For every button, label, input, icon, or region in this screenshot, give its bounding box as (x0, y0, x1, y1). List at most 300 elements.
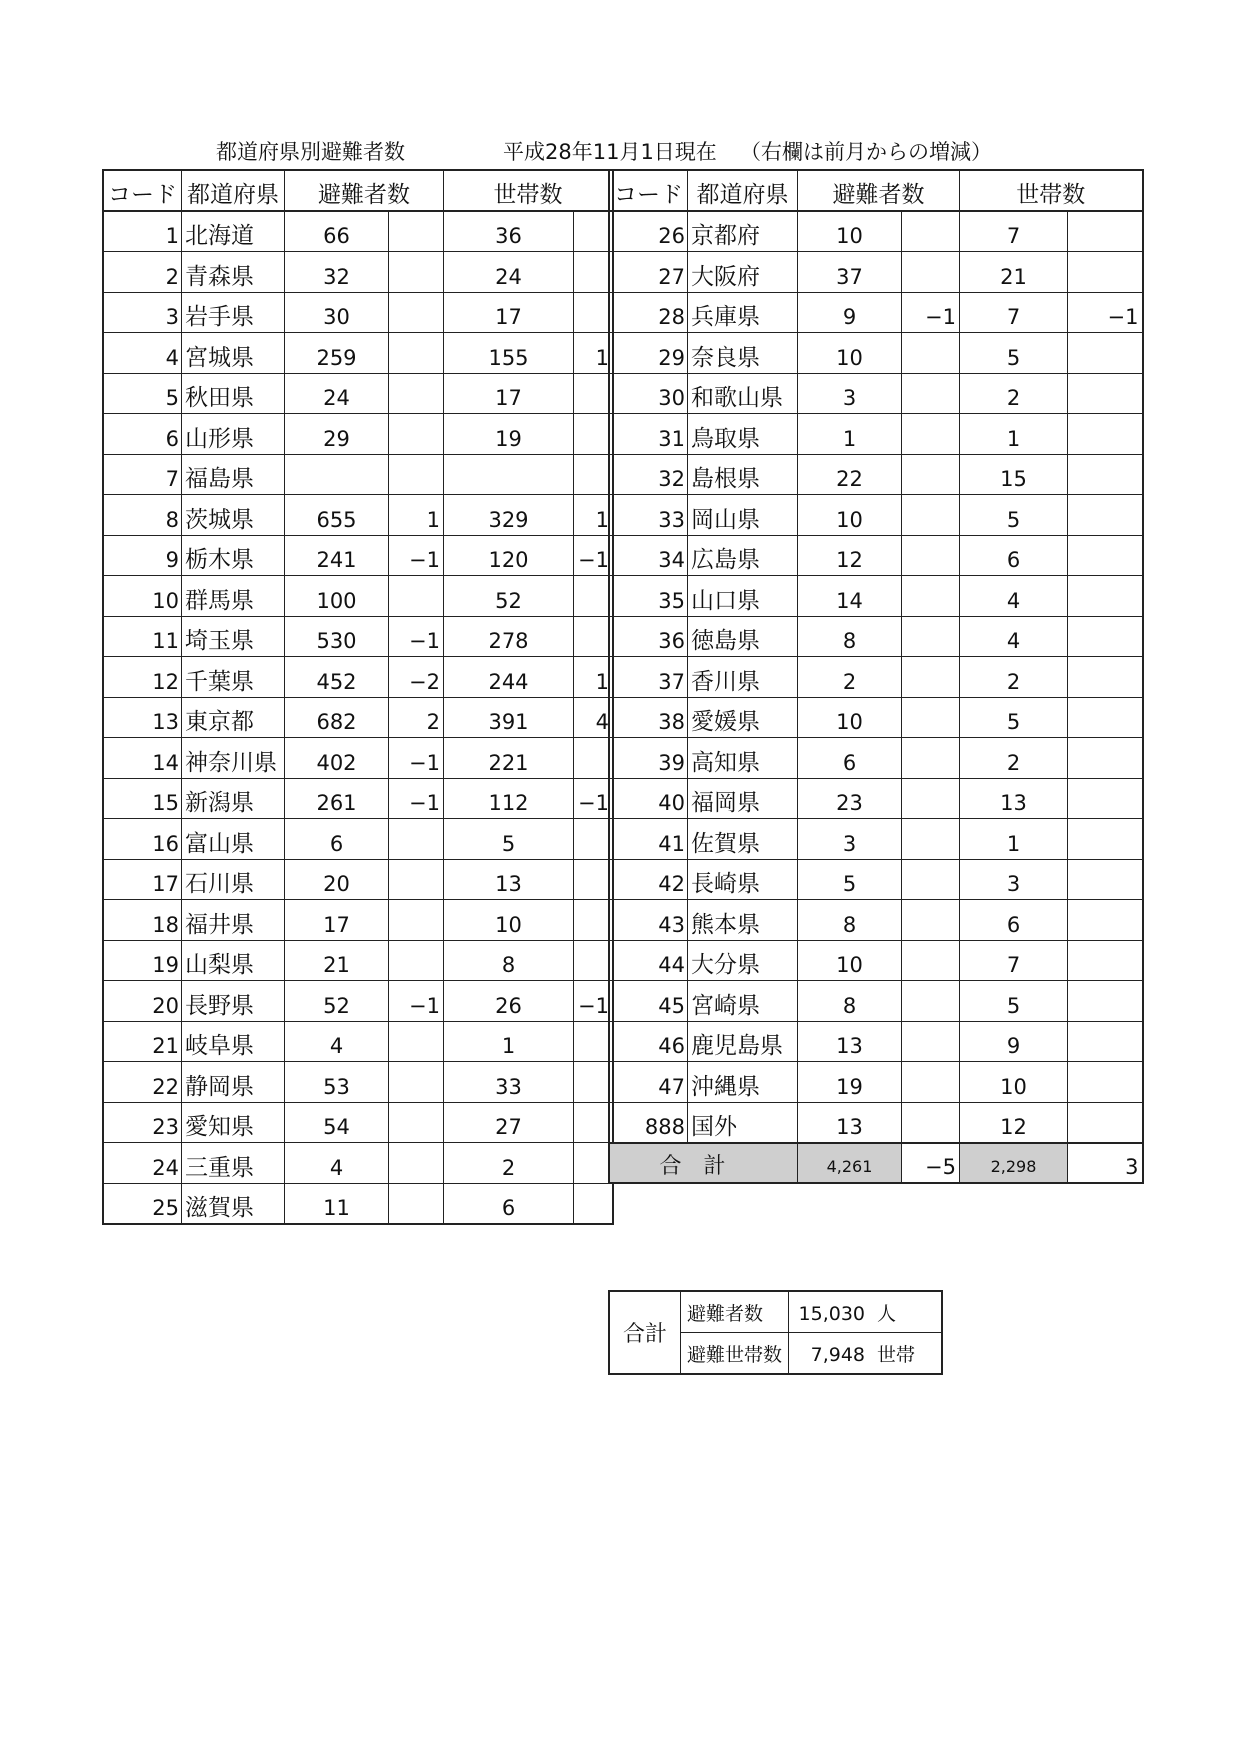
evacuee-count: 52 (285, 981, 389, 1022)
prefecture-code: 6 (103, 414, 182, 455)
evacuee-change (902, 738, 960, 779)
household-change (1068, 495, 1143, 536)
prefecture-name: 山形県 (182, 414, 285, 455)
prefecture-code: 4 (103, 333, 182, 374)
total-household-change: 3 (1068, 1143, 1143, 1184)
prefecture-code: 47 (609, 1062, 688, 1103)
household-count: 6 (960, 535, 1068, 576)
table-row (103, 616, 613, 657)
evacuee-count: 5 (798, 859, 902, 900)
prefecture-code: 9 (103, 535, 182, 576)
header-code: コード (103, 170, 182, 211)
header-evacuees: 避難者数 (798, 170, 960, 211)
prefecture-code: 21 (103, 1021, 182, 1062)
evacuee-change (902, 414, 960, 455)
prefecture-name: 島根県 (688, 454, 798, 495)
household-count: 9 (960, 1021, 1068, 1062)
evacuee-count: 19 (798, 1062, 902, 1103)
prefecture-name: 石川県 (182, 859, 285, 900)
household-count: 8 (444, 940, 574, 981)
household-count: 278 (444, 616, 574, 657)
prefecture-code: 45 (609, 981, 688, 1022)
evacuee-count: 30 (285, 292, 389, 333)
prefecture-code: 20 (103, 981, 182, 1022)
evacuee-change (389, 1021, 444, 1062)
evacuee-count: 10 (798, 495, 902, 536)
household-count: 391 (444, 697, 574, 738)
evacuee-change (902, 1062, 960, 1103)
evacuee-change: −1 (389, 616, 444, 657)
household-change (1068, 211, 1143, 252)
household-change: −1 (574, 535, 613, 576)
household-change (1068, 981, 1143, 1022)
household-count: 329 (444, 495, 574, 536)
prefecture-name: 愛媛県 (688, 697, 798, 738)
table-row (609, 333, 1143, 374)
table-row (103, 697, 613, 738)
table-row (103, 1062, 613, 1103)
prefecture-code: 17 (103, 859, 182, 900)
table-row (609, 252, 1143, 293)
prefecture-name: 秋田県 (182, 373, 285, 414)
table-header-row (609, 170, 1143, 211)
prefecture-name: 大分県 (688, 940, 798, 981)
household-count: 7 (960, 292, 1068, 333)
evacuee-count: 682 (285, 697, 389, 738)
evacuee-change (389, 373, 444, 414)
prefecture-code: 37 (609, 657, 688, 698)
evacuee-change: −1 (389, 778, 444, 819)
household-count: 7 (960, 940, 1068, 981)
evacuee-count: 6 (798, 738, 902, 779)
total-evacuee-count: 4,261 (798, 1143, 902, 1184)
household-count: 19 (444, 414, 574, 455)
household-count: 5 (960, 495, 1068, 536)
prefecture-name: 徳島県 (688, 616, 798, 657)
evacuee-change (902, 657, 960, 698)
evacuee-count: 530 (285, 616, 389, 657)
prefecture-code: 34 (609, 535, 688, 576)
evacuee-change (902, 819, 960, 860)
prefecture-name: 和歌山県 (688, 373, 798, 414)
evacuee-count: 22 (798, 454, 902, 495)
household-count: 244 (444, 657, 574, 698)
household-count: 155 (444, 333, 574, 374)
evacuee-change: 1 (389, 495, 444, 536)
evacuee-count: 3 (798, 373, 902, 414)
table-row (609, 859, 1143, 900)
summary-households-value: 7,948 (810, 1343, 866, 1366)
household-change (1068, 616, 1143, 657)
table-row (103, 252, 613, 293)
evacuee-count: 37 (798, 252, 902, 293)
right-prefecture-table (608, 169, 1144, 1184)
household-change (1068, 373, 1143, 414)
prefecture-name: 茨城県 (182, 495, 285, 536)
household-change: 4 (574, 697, 613, 738)
table-row (103, 1183, 613, 1224)
household-count: 1 (960, 414, 1068, 455)
report-title: 都道府県別避難者数 (216, 140, 405, 164)
household-count: 5 (960, 333, 1068, 374)
prefecture-name: 新潟県 (182, 778, 285, 819)
header-prefecture: 都道府県 (688, 170, 798, 211)
prefecture-name: 長野県 (182, 981, 285, 1022)
prefecture-name: 香川県 (688, 657, 798, 698)
prefecture-name: 静岡県 (182, 1062, 285, 1103)
prefecture-code: 31 (609, 414, 688, 455)
household-count: 5 (444, 819, 574, 860)
household-count: 13 (444, 859, 574, 900)
evacuee-change (902, 697, 960, 738)
household-change: 1 (574, 333, 613, 374)
table-row (609, 940, 1143, 981)
table-row (609, 778, 1143, 819)
header-households: 世帯数 (444, 170, 613, 211)
prefecture-code: 23 (103, 1102, 182, 1143)
header-code: コード (609, 170, 688, 211)
household-count: 120 (444, 535, 574, 576)
evacuee-count: 29 (285, 414, 389, 455)
table-row (103, 495, 613, 536)
household-change: 1 (574, 657, 613, 698)
evacuee-count: 6 (285, 819, 389, 860)
table-row (609, 697, 1143, 738)
evacuee-change (902, 900, 960, 941)
prefecture-code: 35 (609, 576, 688, 617)
prefecture-name: 沖縄県 (688, 1062, 798, 1103)
evacuee-change: −1 (389, 981, 444, 1022)
prefecture-name: 佐賀県 (688, 819, 798, 860)
header-prefecture: 都道府県 (182, 170, 285, 211)
prefecture-name: 山梨県 (182, 940, 285, 981)
evacuee-change (389, 576, 444, 617)
summary-table (608, 1290, 943, 1375)
table-row (609, 454, 1143, 495)
evacuee-count: 8 (798, 616, 902, 657)
household-count: 4 (960, 616, 1068, 657)
evacuee-count: 100 (285, 576, 389, 617)
evacuee-count: 3 (798, 819, 902, 860)
evacuee-count: 23 (798, 778, 902, 819)
household-count: 3 (960, 859, 1068, 900)
household-change: 1 (574, 495, 613, 536)
report-note: （右欄は前月からの増減） (740, 140, 992, 164)
evacuee-change (389, 292, 444, 333)
prefecture-code: 27 (609, 252, 688, 293)
evacuee-count: 9 (798, 292, 902, 333)
total-label: 合計 (609, 1143, 798, 1184)
prefecture-code: 41 (609, 819, 688, 860)
summary-households-cell (789, 1333, 943, 1375)
evacuee-change (389, 252, 444, 293)
prefecture-code: 28 (609, 292, 688, 333)
evacuee-change (902, 495, 960, 536)
summary-label: 合計 (609, 1291, 681, 1374)
household-change (1068, 1021, 1143, 1062)
household-count: 2 (960, 373, 1068, 414)
prefecture-code: 18 (103, 900, 182, 941)
evacuee-change (902, 252, 960, 293)
evacuee-change (902, 859, 960, 900)
evacuee-count: 2 (798, 657, 902, 698)
table-row (609, 981, 1143, 1022)
table-row (103, 373, 613, 414)
household-change (1068, 333, 1143, 374)
evacuee-count: 8 (798, 981, 902, 1022)
table-row (103, 738, 613, 779)
summary-evacuees-unit: 人 (877, 1302, 897, 1325)
prefecture-code: 33 (609, 495, 688, 536)
table-row (609, 576, 1143, 617)
prefecture-name: 福井県 (182, 900, 285, 941)
evacuee-change: −1 (902, 292, 960, 333)
table-row (103, 1021, 613, 1062)
table-row (609, 535, 1143, 576)
household-change (1068, 1102, 1143, 1143)
evacuee-count: 452 (285, 657, 389, 698)
household-count: 10 (444, 900, 574, 941)
summary-households-label: 避難世帯数 (681, 1333, 789, 1375)
household-count: 2 (960, 738, 1068, 779)
table-row (609, 1062, 1143, 1103)
evacuee-change (902, 373, 960, 414)
evacuee-change (389, 1102, 444, 1143)
prefecture-code: 26 (609, 211, 688, 252)
evacuee-count: 54 (285, 1102, 389, 1143)
summary-evacuees-cell (789, 1291, 943, 1333)
total-row (609, 1143, 1143, 1184)
prefecture-name: 福島県 (182, 454, 285, 495)
evacuee-change: 2 (389, 697, 444, 738)
header-evacuees: 避難者数 (285, 170, 444, 211)
prefecture-name: 福岡県 (688, 778, 798, 819)
household-count: 52 (444, 576, 574, 617)
prefecture-code: 38 (609, 697, 688, 738)
evacuee-count: 241 (285, 535, 389, 576)
summary-evacuees-label: 避難者数 (681, 1291, 789, 1333)
household-change (1068, 738, 1143, 779)
evacuee-count: 13 (798, 1021, 902, 1062)
household-count: 5 (960, 981, 1068, 1022)
prefecture-name: 三重県 (182, 1143, 285, 1184)
household-count (444, 454, 574, 495)
household-count: 17 (444, 373, 574, 414)
prefecture-name: 滋賀県 (182, 1183, 285, 1224)
total-household-count: 2,298 (960, 1143, 1068, 1184)
prefecture-name: 兵庫県 (688, 292, 798, 333)
header-households: 世帯数 (960, 170, 1143, 211)
household-change (1068, 414, 1143, 455)
evacuee-change (902, 778, 960, 819)
table-row (609, 414, 1143, 455)
prefecture-code: 36 (609, 616, 688, 657)
prefecture-code: 7 (103, 454, 182, 495)
prefecture-code: 5 (103, 373, 182, 414)
evacuee-count: 10 (798, 211, 902, 252)
table-row (103, 778, 613, 819)
prefecture-code: 42 (609, 859, 688, 900)
household-change (1068, 657, 1143, 698)
table-row (609, 1102, 1143, 1143)
prefecture-code: 40 (609, 778, 688, 819)
table-row (103, 576, 613, 617)
prefecture-code: 15 (103, 778, 182, 819)
evacuee-change: −2 (389, 657, 444, 698)
evacuee-count: 32 (285, 252, 389, 293)
report-date: 平成28年11月1日現在 (503, 140, 717, 164)
evacuee-change (902, 981, 960, 1022)
prefecture-name: 東京都 (182, 697, 285, 738)
evacuee-change (902, 616, 960, 657)
prefecture-code: 24 (103, 1143, 182, 1184)
prefecture-name: 青森県 (182, 252, 285, 293)
prefecture-name: 高知県 (688, 738, 798, 779)
household-change (1068, 778, 1143, 819)
table-row (609, 373, 1143, 414)
household-count: 7 (960, 211, 1068, 252)
prefecture-name: 宮城県 (182, 333, 285, 374)
evacuee-count: 14 (798, 576, 902, 617)
household-count: 26 (444, 981, 574, 1022)
household-count: 1 (960, 819, 1068, 860)
prefecture-code: 29 (609, 333, 688, 374)
prefecture-name: 国外 (688, 1102, 798, 1143)
evacuee-count: 10 (798, 333, 902, 374)
household-change: −1 (574, 778, 613, 819)
evacuee-count: 53 (285, 1062, 389, 1103)
prefecture-name: 岡山県 (688, 495, 798, 536)
household-count: 6 (444, 1183, 574, 1224)
prefecture-code: 46 (609, 1021, 688, 1062)
evacuee-change (902, 1102, 960, 1143)
household-change (1068, 697, 1143, 738)
household-count: 21 (960, 252, 1068, 293)
table-row (609, 819, 1143, 860)
evacuee-change (389, 454, 444, 495)
evacuee-change (902, 454, 960, 495)
evacuee-count: 8 (798, 900, 902, 941)
prefecture-code: 30 (609, 373, 688, 414)
household-change (1068, 454, 1143, 495)
prefecture-code: 10 (103, 576, 182, 617)
table-row (609, 900, 1143, 941)
prefecture-code: 3 (103, 292, 182, 333)
household-count: 4 (960, 576, 1068, 617)
table-row (103, 859, 613, 900)
evacuee-change (389, 414, 444, 455)
household-count: 2 (960, 657, 1068, 698)
evacuee-count: 21 (285, 940, 389, 981)
table-row (103, 211, 613, 252)
household-count: 221 (444, 738, 574, 779)
table-row (103, 819, 613, 860)
household-change: −1 (574, 981, 613, 1022)
household-count: 17 (444, 292, 574, 333)
prefecture-name: 鹿児島県 (688, 1021, 798, 1062)
table-row (609, 211, 1143, 252)
prefecture-code: 1 (103, 211, 182, 252)
evacuee-change (902, 211, 960, 252)
household-count: 10 (960, 1062, 1068, 1103)
table-header-row (103, 170, 613, 211)
prefecture-name: 熊本県 (688, 900, 798, 941)
table-row (103, 454, 613, 495)
evacuee-change (389, 211, 444, 252)
evacuee-count: 66 (285, 211, 389, 252)
prefecture-name: 千葉県 (182, 657, 285, 698)
table-row (103, 657, 613, 698)
evacuee-change (389, 819, 444, 860)
household-change (1068, 940, 1143, 981)
household-count: 36 (444, 211, 574, 252)
evacuee-change (389, 1143, 444, 1184)
prefecture-name: 奈良県 (688, 333, 798, 374)
total-evacuee-change: −5 (902, 1143, 960, 1184)
evacuee-change (902, 576, 960, 617)
prefecture-name: 埼玉県 (182, 616, 285, 657)
table-row (609, 292, 1143, 333)
household-change (1068, 819, 1143, 860)
prefecture-name: 長崎県 (688, 859, 798, 900)
prefecture-name: 京都府 (688, 211, 798, 252)
prefecture-code: 19 (103, 940, 182, 981)
evacuee-count: 17 (285, 900, 389, 941)
table-row (103, 333, 613, 374)
household-count: 6 (960, 900, 1068, 941)
evacuee-count: 10 (798, 697, 902, 738)
household-count: 24 (444, 252, 574, 293)
household-change (1068, 859, 1143, 900)
evacuee-change (389, 1062, 444, 1103)
evacuee-count: 12 (798, 535, 902, 576)
household-change (1068, 1062, 1143, 1103)
evacuee-count: 261 (285, 778, 389, 819)
evacuee-change (902, 940, 960, 981)
evacuee-count: 10 (798, 940, 902, 981)
prefecture-name: 岩手県 (182, 292, 285, 333)
prefecture-name: 岐阜県 (182, 1021, 285, 1062)
prefecture-name: 広島県 (688, 535, 798, 576)
prefecture-name: 富山県 (182, 819, 285, 860)
left-prefecture-table (102, 169, 614, 1225)
evacuee-count (285, 454, 389, 495)
household-count: 2 (444, 1143, 574, 1184)
household-count: 12 (960, 1102, 1068, 1143)
summary-evacuees-value: 15,030 (798, 1302, 866, 1325)
table-row (103, 940, 613, 981)
evacuee-change (389, 900, 444, 941)
household-change (574, 1183, 613, 1224)
household-count: 112 (444, 778, 574, 819)
household-count: 27 (444, 1102, 574, 1143)
evacuee-change (389, 333, 444, 374)
prefecture-code: 25 (103, 1183, 182, 1224)
prefecture-name: 山口県 (688, 576, 798, 617)
evacuee-count: 24 (285, 373, 389, 414)
household-change: −1 (1068, 292, 1143, 333)
summary-households-unit: 世帯 (877, 1343, 916, 1366)
prefecture-name: 愛知県 (182, 1102, 285, 1143)
table-row (609, 1021, 1143, 1062)
prefecture-code: 12 (103, 657, 182, 698)
household-count: 13 (960, 778, 1068, 819)
table-row (103, 900, 613, 941)
table-row (103, 414, 613, 455)
prefecture-code: 2 (103, 252, 182, 293)
prefecture-name: 栃木県 (182, 535, 285, 576)
table-row (103, 292, 613, 333)
